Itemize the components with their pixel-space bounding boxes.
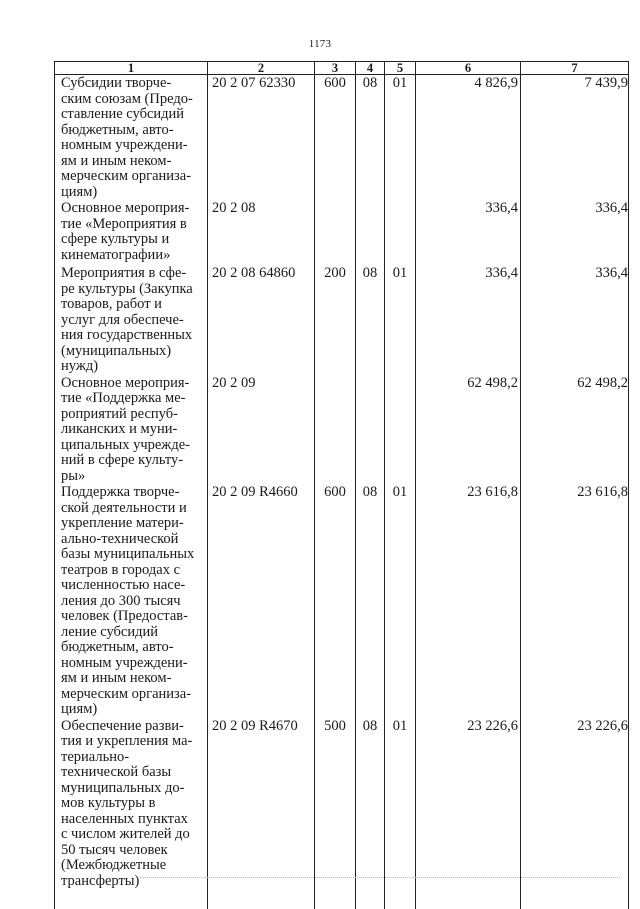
row-type: 500 (315, 718, 356, 909)
row-amount-2: 62 498,2 (521, 375, 629, 485)
column-header-5: 5 (385, 62, 416, 75)
column-header-1: 1 (55, 62, 208, 75)
row-section: 08 (356, 265, 385, 375)
column-header-4: 4 (356, 62, 385, 75)
row-subsection (385, 200, 416, 265)
column-header-6: 6 (416, 62, 521, 75)
row-subsection: 01 (385, 718, 416, 909)
budget-table (54, 61, 629, 909)
row-subsection (385, 375, 416, 485)
row-amount-2: 336,4 (521, 265, 629, 375)
row-amount-1: 62 498,2 (416, 375, 521, 485)
row-amount-1: 336,4 (416, 200, 521, 265)
row-name: Поддержка творче- ской деятельности и укрепление матери- ально-технической базы муниципальных театров в городах с численностью насе- ления до 300 тысяч человек (Предостав- ление субсидий бюджетным, авто- номным учреждени- ям и иным неком- мерческим организа- циям) (55, 484, 208, 718)
row-amount-2: 23 226,6 (521, 718, 629, 909)
row-type: 200 (315, 265, 356, 375)
row-amount-1: 336,4 (416, 265, 521, 375)
row-section: 08 (356, 718, 385, 909)
row-name: Основное мероприя- тие «Мероприятия в сфере культуры и кинематографии» (55, 200, 208, 265)
column-header-7: 7 (521, 62, 629, 75)
row-code: 20 2 09 R4660 (208, 484, 315, 718)
row-type: 600 (315, 75, 356, 201)
table-row (55, 265, 629, 375)
page-number: 1173 (308, 38, 332, 50)
table-row (55, 75, 629, 201)
row-section (356, 375, 385, 485)
row-amount-2: 23 616,8 (521, 484, 629, 718)
row-type: 600 (315, 484, 356, 718)
row-name: Субсидии творче- ским союзам (Предо- ставление субсидий бюджетным, авто- номным учреждени- ям и иным неком- мерческим организа- циям) (55, 75, 208, 201)
table-row (55, 718, 629, 909)
row-section (356, 200, 385, 265)
row-amount-2: 7 439,9 (521, 75, 629, 201)
row-name: Обеспечение разви- тия и укрепления ма- териально- технической базы муниципальных до- мов культуры в населенных пунктах с числом жителей до 50 тысяч человек (Межбюджетные трансферты) (55, 718, 208, 909)
row-amount-1: 4 826,9 (416, 75, 521, 201)
row-name: Основное мероприя- тие «Поддержка ме- роприятий респуб- ликанских и муни- ципальных учрежде- ний в сфере культу- ры» (55, 375, 208, 485)
row-subsection: 01 (385, 75, 416, 201)
row-subsection: 01 (385, 265, 416, 375)
column-header-3: 3 (315, 62, 356, 75)
row-type (315, 200, 356, 265)
table-row (55, 484, 629, 718)
row-section: 08 (356, 484, 385, 718)
row-code: 20 2 08 (208, 200, 315, 265)
row-code: 20 2 09 (208, 375, 315, 485)
page-bottom-divider (140, 877, 620, 878)
row-amount-1: 23 226,6 (416, 718, 521, 909)
row-code: 20 2 08 64860 (208, 265, 315, 375)
table-row (55, 375, 629, 485)
column-header-2: 2 (208, 62, 315, 75)
row-amount-2: 336,4 (521, 200, 629, 265)
row-section: 08 (356, 75, 385, 201)
row-subsection: 01 (385, 484, 416, 718)
row-type (315, 375, 356, 485)
header-row (55, 62, 629, 75)
row-name: Мероприятия в сфе- ре культуры (Закупка товаров, работ и услуг для обеспече- ния государственных (муниципальных) нужд) (55, 265, 208, 375)
row-amount-1: 23 616,8 (416, 484, 521, 718)
row-code: 20 2 07 62330 (208, 75, 315, 201)
row-code: 20 2 09 R4670 (208, 718, 315, 909)
table-row (55, 200, 629, 265)
